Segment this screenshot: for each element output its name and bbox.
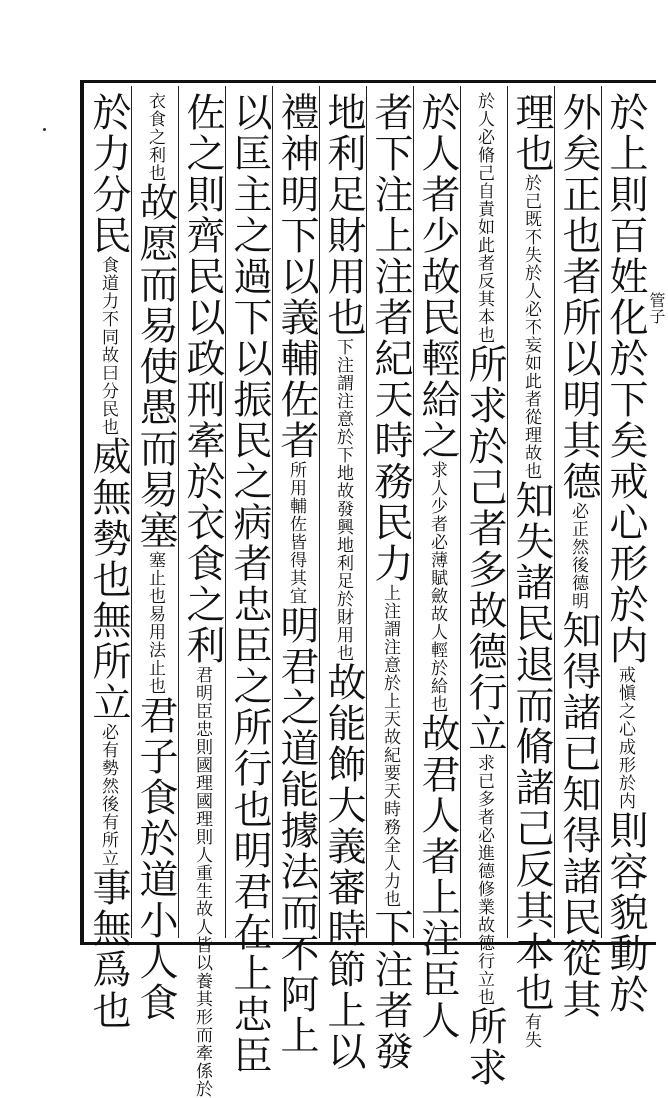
main-text: 則容貌動於 [603,810,648,1015]
commentary-note: 君明臣忠則國理國理則人重生故人皆以養其形而牽係於 [192,666,212,1098]
commentary-note: 於人必脩己自責如此者反其本也 [474,92,494,344]
text-column [508,92,554,1049]
commentary-note: 必有勢然後有所立 [98,723,118,867]
text-column [320,92,366,1072]
margin-speck [43,128,46,131]
main-text: 明君之道能據法而不阿上 [274,605,319,1056]
main-text: 外矣正也者所以明其德 [556,92,601,502]
main-text: 所求 [462,1006,507,1088]
commentary-note: 求已多者必進德修業故德行立也 [474,754,494,1006]
commentary-note: 衣食之利也 [145,92,165,182]
text-column [273,92,319,1056]
text-column [132,92,178,1023]
main-text: 理也 [509,92,554,174]
main-text: 下注者發 [368,908,413,1072]
commentary-note: 戒愼之心成形於内 [615,666,635,810]
commentary-note: 上注謂注意於上天故紀要天時務全人力也 [380,584,400,908]
page-edge-title: 管子 [647,292,666,324]
main-text: 者下注上注者紀天時務民力 [368,92,413,584]
main-text: 知失諸民退而脩諸己反其本也 [509,480,554,1013]
main-text: 以匡主之過下以振民之病者忠臣之所行也明君在上忠臣 [227,92,272,1076]
main-text: 知得諸已知得諸民從其 [556,610,601,1020]
main-text: 於上則百姓化於下矣戒心形於内 [603,92,648,666]
text-column [367,92,413,1072]
commentary-note: 食道力不同故曰分民也 [98,256,118,436]
text-column [414,92,460,1041]
main-text: 於人者少故民輕給之 [415,92,460,461]
main-text: 佐之則齊民以政刑牽於衣食之利 [180,92,225,666]
text-column [602,92,648,1015]
text-column [85,92,131,1031]
main-text: 地利足財用也 [321,92,366,338]
text-column [179,92,225,1098]
main-text: 故愿而易使愚而易塞 [133,182,178,551]
main-text: 君子食於道小人食 [133,695,178,1023]
text-column [226,92,272,1076]
commentary-note: 有失 [521,1013,541,1049]
main-text: 所求於己者多故德行立 [462,344,507,754]
main-text: 事無爲也 [86,867,131,1031]
commentary-note: 塞止也易用法止也 [145,551,165,695]
main-text: 於力分民 [86,92,131,256]
commentary-note: 所用輔佐皆得其宜 [286,461,306,605]
text-column [555,92,601,1020]
commentary-note: 於己既不失於人必不妄如此者從理故也 [521,174,541,480]
main-text: 故能飾大義審時節上以 [321,662,366,1072]
commentary-note: 必正然後德明 [568,502,588,610]
text-column [461,92,507,1088]
main-text: 故君人者上注臣人 [415,713,460,1041]
commentary-note: 下注謂注意於下地故發興地利足於財用也 [333,338,353,662]
main-text: 禮神明下以義輔佐者 [274,92,319,461]
commentary-note: 求人少者必薄賦斂故人輕於給也 [427,461,447,713]
main-text: 威無勢也無所立 [86,436,131,723]
